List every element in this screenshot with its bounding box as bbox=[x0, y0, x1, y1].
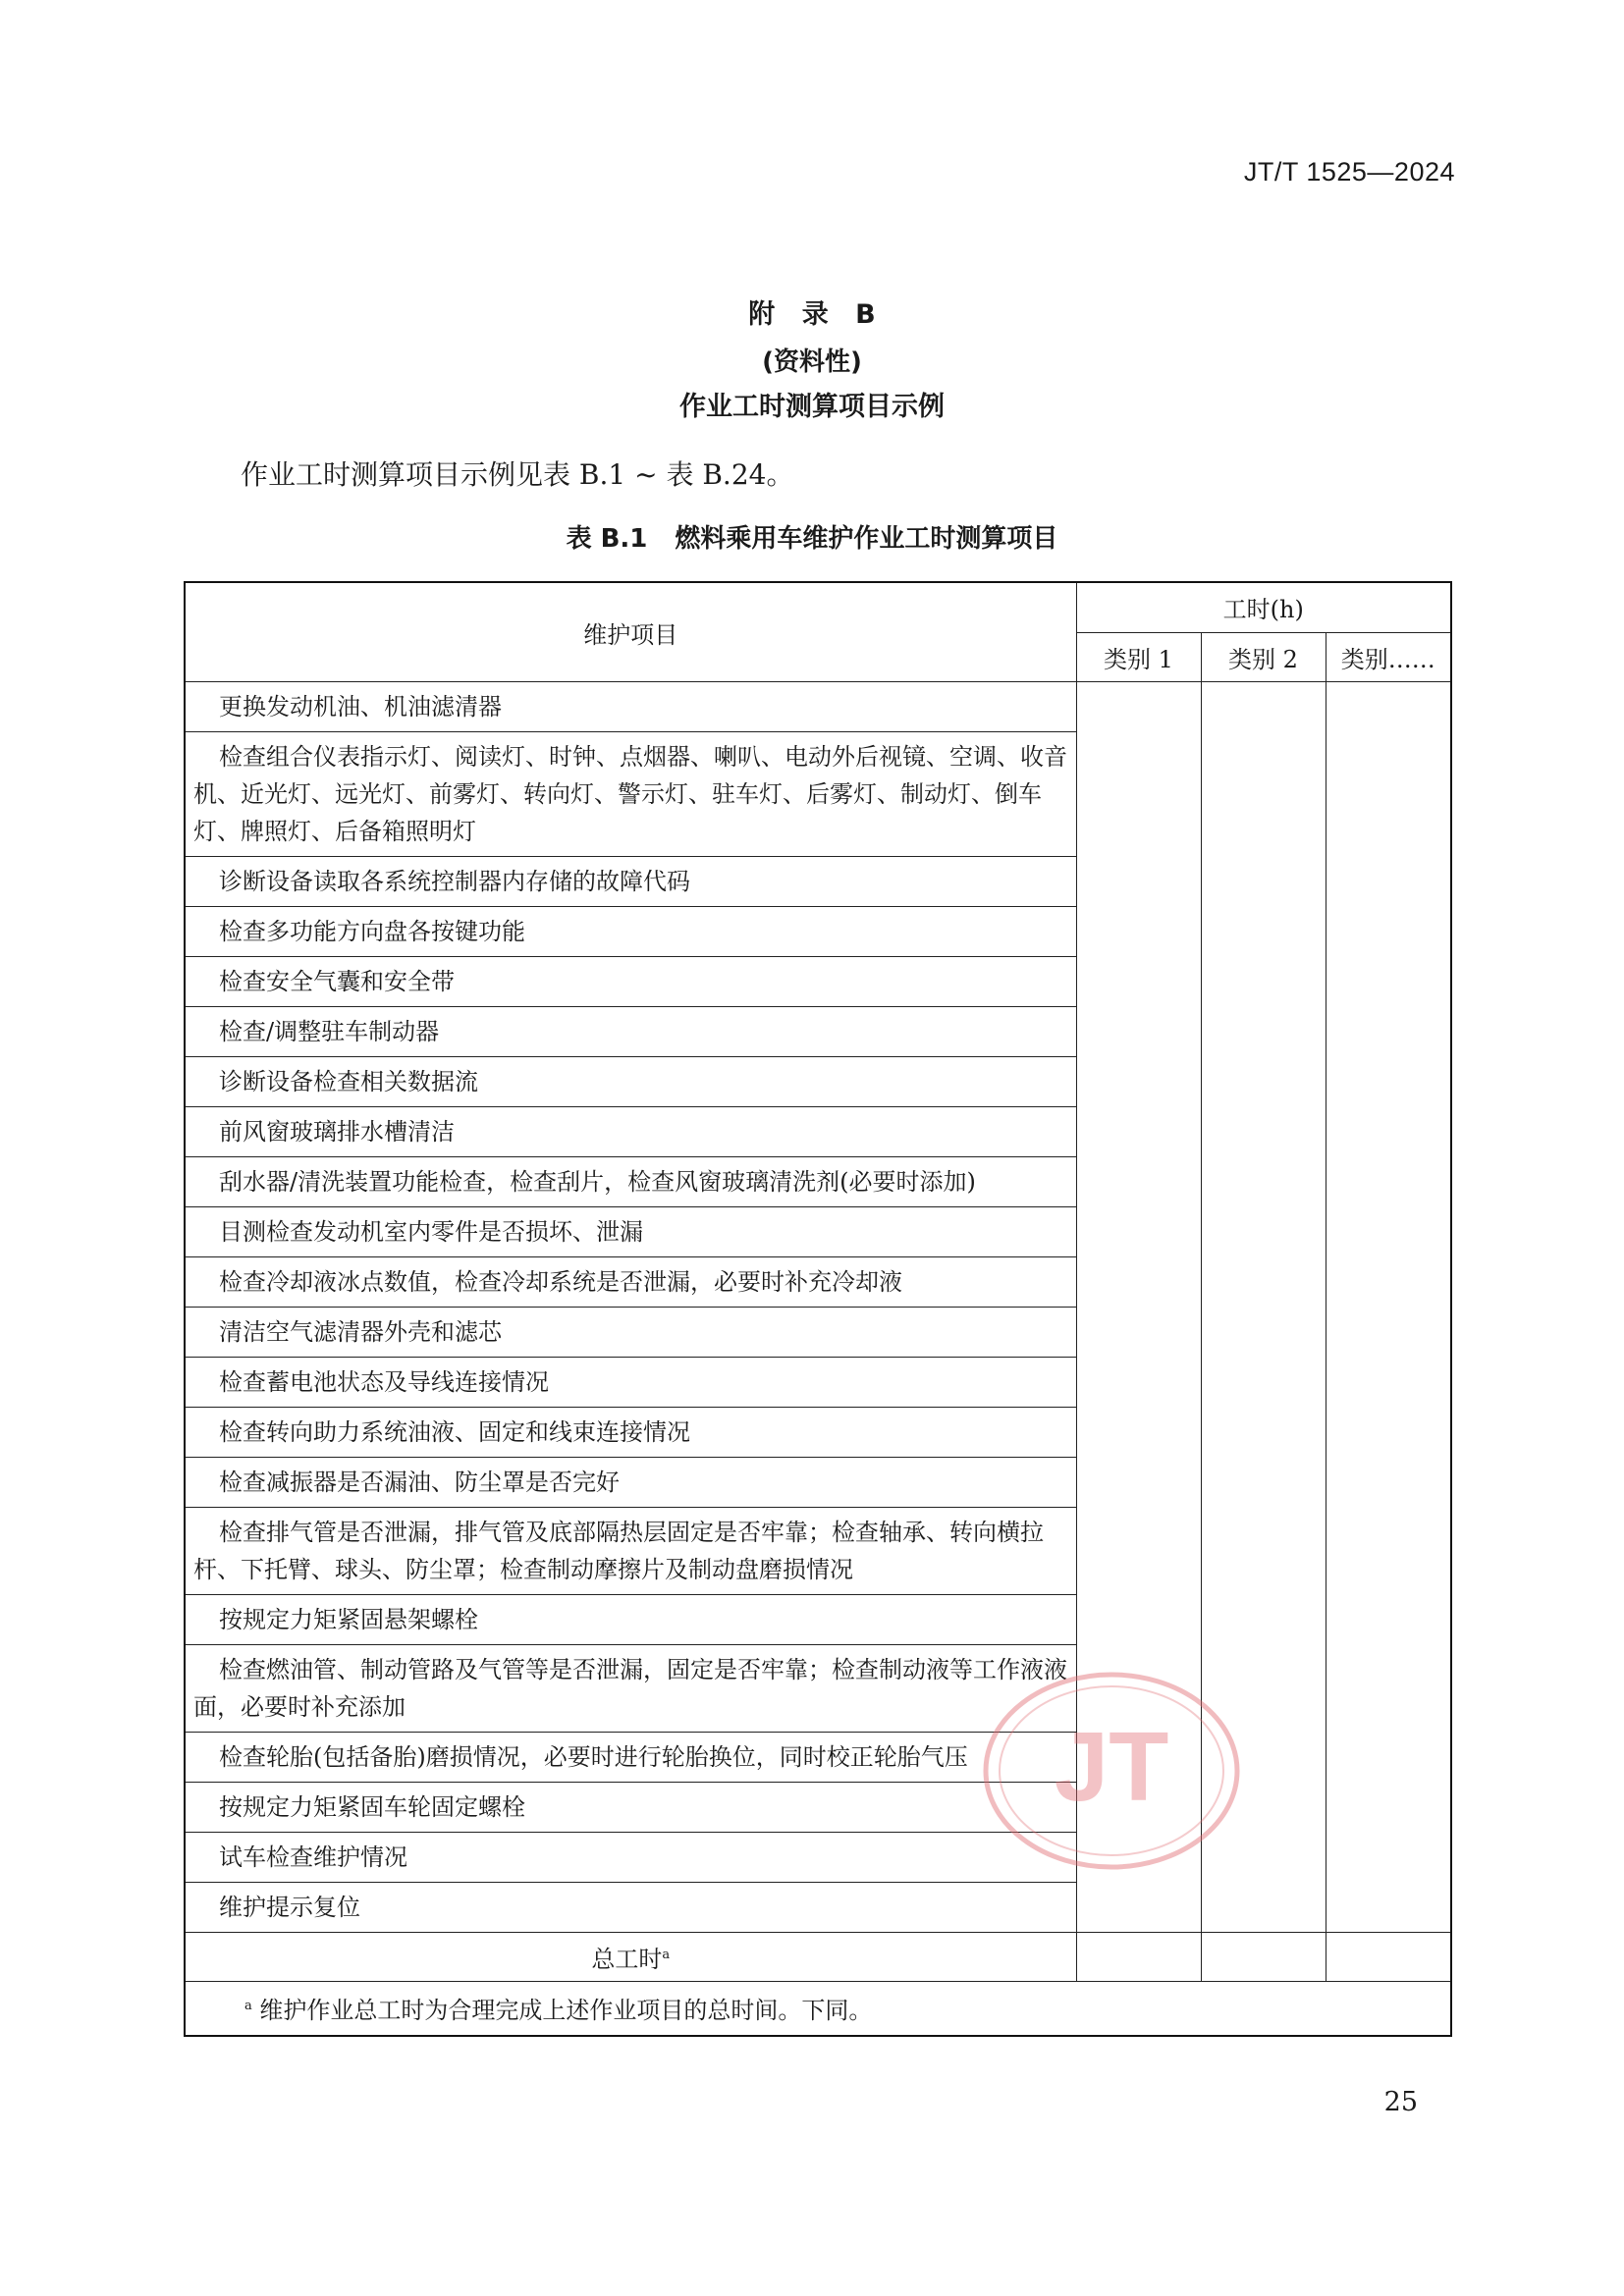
page-number: 25 bbox=[1383, 2087, 1418, 2117]
footnote-row bbox=[185, 1982, 1451, 2037]
row-item-text: 检查组合仪表指示灯、阅读灯、时钟、点烟器、喇叭、电动外后视镜、空调、收音机、近光灯、远光灯、前雾灯、转向灯、警示灯、驻车灯、后雾灯、制动灯、倒车灯、牌照灯、后备箱照明灯 bbox=[185, 732, 1076, 857]
footnote-marker: a bbox=[662, 1948, 671, 1962]
row-item-text: 维护提示复位 bbox=[185, 1883, 1076, 1933]
row-item-text: 检查多功能方向盘各按键功能 bbox=[185, 907, 1076, 957]
standard-code: JT/T 1525—2024 bbox=[1243, 157, 1455, 187]
intro-paragraph: 作业工时测算项目示例见表 B.1 ~ 表 B.24。 bbox=[241, 458, 794, 491]
hours-cell-category-more bbox=[1326, 682, 1451, 1933]
row-item-text: 前风窗玻璃排水槽清洁 bbox=[185, 1107, 1076, 1157]
appendix-nature: (资料性) bbox=[762, 347, 862, 377]
column-header-hours: 工时(h) bbox=[1076, 582, 1451, 632]
table-row bbox=[185, 682, 1451, 732]
column-header-category-2: 类别 2 bbox=[1201, 632, 1326, 682]
column-header-category-1: 类别 1 bbox=[1076, 632, 1201, 682]
table-caption bbox=[0, 518, 1624, 555]
total-cell-category-2 bbox=[1201, 1933, 1326, 1982]
row-item-text: 试车检查维护情况 bbox=[185, 1833, 1076, 1883]
total-cell-category-1 bbox=[1076, 1933, 1201, 1982]
total-hours-label: 总工时$^a$ bbox=[185, 1933, 1076, 1982]
row-item-text: 检查轮胎(包括备胎)磨损情况，必要时进行轮胎换位，同时校正轮胎气压 bbox=[185, 1733, 1076, 1783]
footnote-marker: a bbox=[244, 1999, 252, 2013]
total-row bbox=[185, 1933, 1451, 1982]
footnote-text: 维护作业总工时为合理完成上述作业项目的总时间。下同。 bbox=[259, 1997, 873, 2024]
hours-cell-category-1 bbox=[1076, 682, 1201, 1933]
table-footnote bbox=[185, 1982, 1451, 2037]
row-item-text: 更换发动机油、机油滤清器 bbox=[185, 682, 1076, 732]
row-item-text: 诊断设备读取各系统控制器内存储的故障代码 bbox=[185, 857, 1076, 907]
column-header-item: 维护项目 bbox=[185, 582, 1076, 682]
row-item-text: 检查/调整驻车制动器 bbox=[185, 1007, 1076, 1057]
row-item-text: 检查减振器是否漏油、防尘罩是否完好 bbox=[185, 1458, 1076, 1508]
seal-text: JT bbox=[1054, 1712, 1169, 1822]
row-item-text: 检查安全气囊和安全带 bbox=[185, 957, 1076, 1007]
row-item-text: 目测检查发动机室内零件是否损坏、泄漏 bbox=[185, 1207, 1076, 1257]
total-cell-category-more bbox=[1326, 1933, 1451, 1982]
row-item-text: 刮水器/清洗装置功能检查，检查刮片，检查风窗玻璃清洗剂(必要时添加) bbox=[185, 1157, 1076, 1207]
row-item-text: 按规定力矩紧固车轮固定螺栓 bbox=[185, 1783, 1076, 1833]
appendix-name: 作业工时测算项目示例 bbox=[679, 392, 945, 422]
row-item-text: 诊断设备检查相关数据流 bbox=[185, 1057, 1076, 1107]
appendix-title: 附 录 B bbox=[748, 299, 876, 330]
row-item-text: 按规定力矩紧固悬架螺栓 bbox=[185, 1595, 1076, 1645]
column-header-category-more: 类别…… bbox=[1326, 632, 1451, 682]
hours-cell-category-2 bbox=[1201, 682, 1326, 1933]
table-caption-number: 表 B.1 bbox=[566, 524, 648, 554]
row-item-text: 清洁空气滤清器外壳和滤芯 bbox=[185, 1308, 1076, 1358]
row-item-text: 检查冷却液冰点数值，检查冷却系统是否泄漏，必要时补充冷却液 bbox=[185, 1257, 1076, 1308]
row-item-text: 检查蓄电池状态及导线连接情况 bbox=[185, 1358, 1076, 1408]
table-caption-title: 燃料乘用车维护作业工时测算项目 bbox=[675, 524, 1058, 554]
row-item-text: 检查转向助力系统油液、固定和线束连接情况 bbox=[185, 1408, 1076, 1458]
row-item-text: 检查燃油管、制动管路及气管等是否泄漏，固定是否牢靠；检查制动液等工作液液面，必要时补充添加 bbox=[185, 1645, 1076, 1733]
maintenance-hours-table bbox=[184, 581, 1452, 2037]
row-item-text: 检查排气管是否泄漏，排气管及底部隔热层固定是否牢靠；检查轴承、转向横拉杆、下托臂、球头、防尘罩；检查制动摩擦片及制动盘磨损情况 bbox=[185, 1508, 1076, 1595]
